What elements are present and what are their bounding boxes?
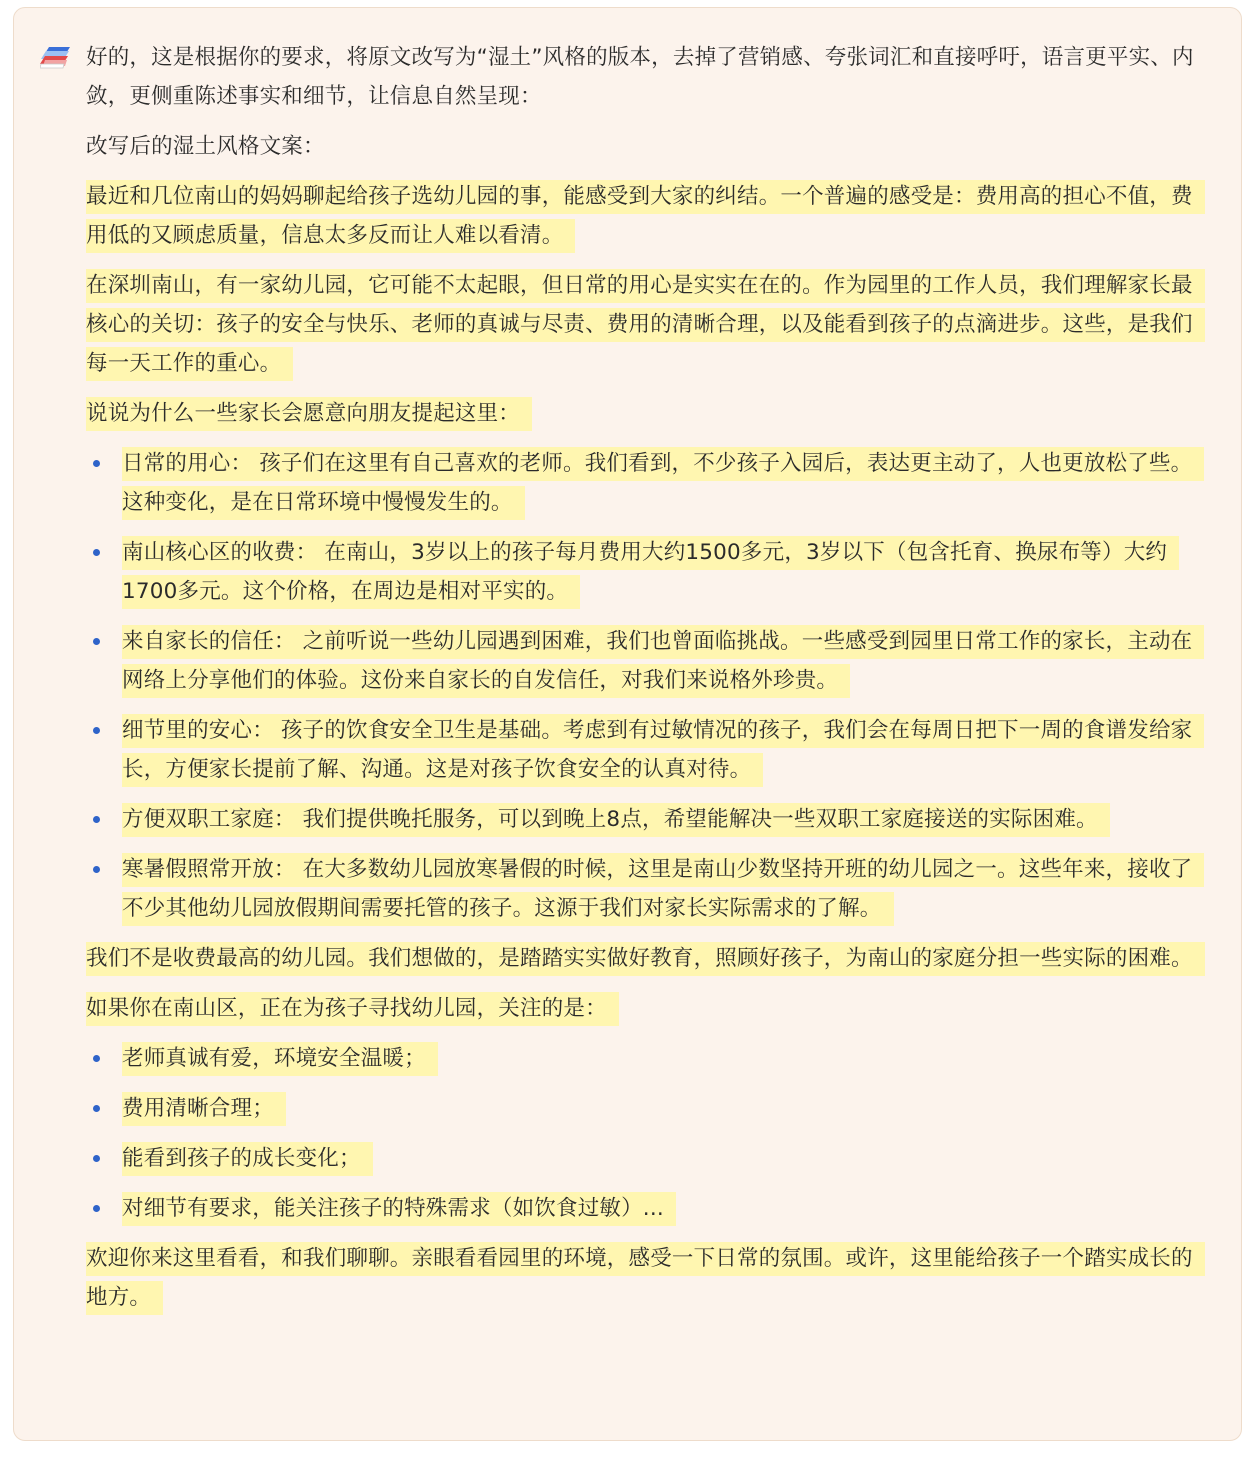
bullet-icon (93, 1155, 100, 1162)
list-item-text: 对细节有要求，能关注孩子的特殊需求（如饮食过敏）... (122, 1192, 676, 1226)
bullet-icon (93, 1205, 100, 1212)
list-item (86, 1089, 1212, 1128)
paragraph-5 (86, 989, 1212, 1028)
paragraph-2-text: 在深圳南山，有一家幼儿园，它可能不太起眼，但日常的用心是实实在在的。作为园里的工作人员，我们理解家长最核心的关切：孩子的安全与快乐、老师的真诚与尽责、费用的清晰合理，以及能看到孩子的点滴进步。这些，是我们每一天工作的重心。 (86, 269, 1205, 381)
assistant-message-card (13, 7, 1242, 1441)
paragraph-1 (86, 177, 1212, 255)
paragraph-1-text: 最近和几位南山的妈妈聊起给孩子选幼儿园的事，能感受到大家的纠结。一个普遍的感受是：费用高的担心不值，费用低的又顾虑质量，信息太多反而让人难以看清。 (86, 180, 1205, 253)
rewrite-heading: 改写后的湿土风格文案： (86, 134, 325, 159)
bullet-icon (93, 1055, 100, 1062)
list-item (86, 444, 1212, 522)
list-item (86, 800, 1212, 839)
list-item-text: 寒暑假照常开放： 在大多数幼儿园放寒暑假的时候，这里是南山少数坚持开班的幼儿园之一。这些年来，接收了不少其他幼儿园放假期间需要托管的孩子。这源于我们对家长实际需求的了解。 (122, 853, 1204, 926)
paragraph-4-text: 我们不是收费最高的幼儿园。我们想做的，是踏踏实实做好教育，照顾好孩子，为南山的家庭分担一些实际的困难。 (86, 942, 1205, 976)
paragraph-6 (86, 1239, 1212, 1317)
bullet-icon (93, 816, 100, 823)
list-item (86, 850, 1212, 928)
reasons-list (86, 444, 1212, 928)
paragraph-3-text: 说说为什么一些家长会愿意向朋友提起这里： (86, 397, 532, 431)
list-item-text: 细节里的安心： 孩子的饮食安全卫生是基础。考虑到有过敏情况的孩子，我们会在每周日把下一周的食谱发给家长，方便家长提前了解、沟通。这是对孩子饮食安全的认真对待。 (122, 714, 1204, 787)
list-item (86, 622, 1212, 700)
paragraph-2 (86, 266, 1212, 383)
bullet-icon (93, 1105, 100, 1112)
intro-text: 好的，这是根据你的要求，将原文改写为“湿土”风格的版本，去掉了营销感、夸张词汇和直接呼吁，语言更平实、内敛，更侧重陈述事实和细节，让信息自然呈现： (86, 45, 1194, 109)
bullet-icon (93, 727, 100, 734)
message-content (86, 38, 1212, 1328)
list-item (86, 533, 1212, 611)
paragraph-3 (86, 394, 1212, 433)
paragraph-5-text: 如果你在南山区，正在为孩子寻找幼儿园，关注的是： (86, 992, 619, 1026)
list-item (86, 1039, 1212, 1078)
concerns-list (86, 1039, 1212, 1228)
list-item-text: 日常的用心： 孩子们在这里有自己喜欢的老师。我们看到，不少孩子入园后，表达更主动了，人也更放松了些。这种变化，是在日常环境中慢慢发生的。 (122, 447, 1204, 520)
paragraph-4 (86, 939, 1212, 978)
paragraph-6-text: 欢迎你来这里看看，和我们聊聊。亲眼看看园里的环境，感受一下日常的氛围。或许，这里能给孩子一个踏实成长的地方。 (86, 1242, 1205, 1315)
list-item-text: 费用清晰合理； (122, 1092, 286, 1126)
bullet-icon (93, 638, 100, 645)
bullet-icon (93, 460, 100, 467)
list-item-text: 来自家长的信任： 之前听说一些幼儿园遇到困难，我们也曾面临挑战。一些感受到园里日常工作的家长，主动在网络上分享他们的体验。这份来自家长的自发信任，对我们来说格外珍贵。 (122, 625, 1204, 698)
list-item-text: 方便双职工家庭： 我们提供晚托服务，可以到晚上8点，希望能解决一些双职工家庭接送的实际困难。 (122, 803, 1110, 837)
bullet-icon (93, 549, 100, 556)
list-item (86, 1189, 1212, 1228)
list-item-text: 老师真诚有爱，环境安全温暖； (122, 1042, 438, 1076)
list-item (86, 711, 1212, 789)
swatch-icon (40, 44, 72, 70)
list-item-text: 能看到孩子的成长变化； (122, 1142, 373, 1176)
list-item (86, 1139, 1212, 1178)
bullet-icon (93, 866, 100, 873)
list-item-text: 南山核心区的收费： 在南山，3岁以上的孩子每月费用大约1500多元，3岁以下（包含托育、换尿布等）大约1700多元。这个价格，在周边是相对平实的。 (122, 536, 1179, 609)
